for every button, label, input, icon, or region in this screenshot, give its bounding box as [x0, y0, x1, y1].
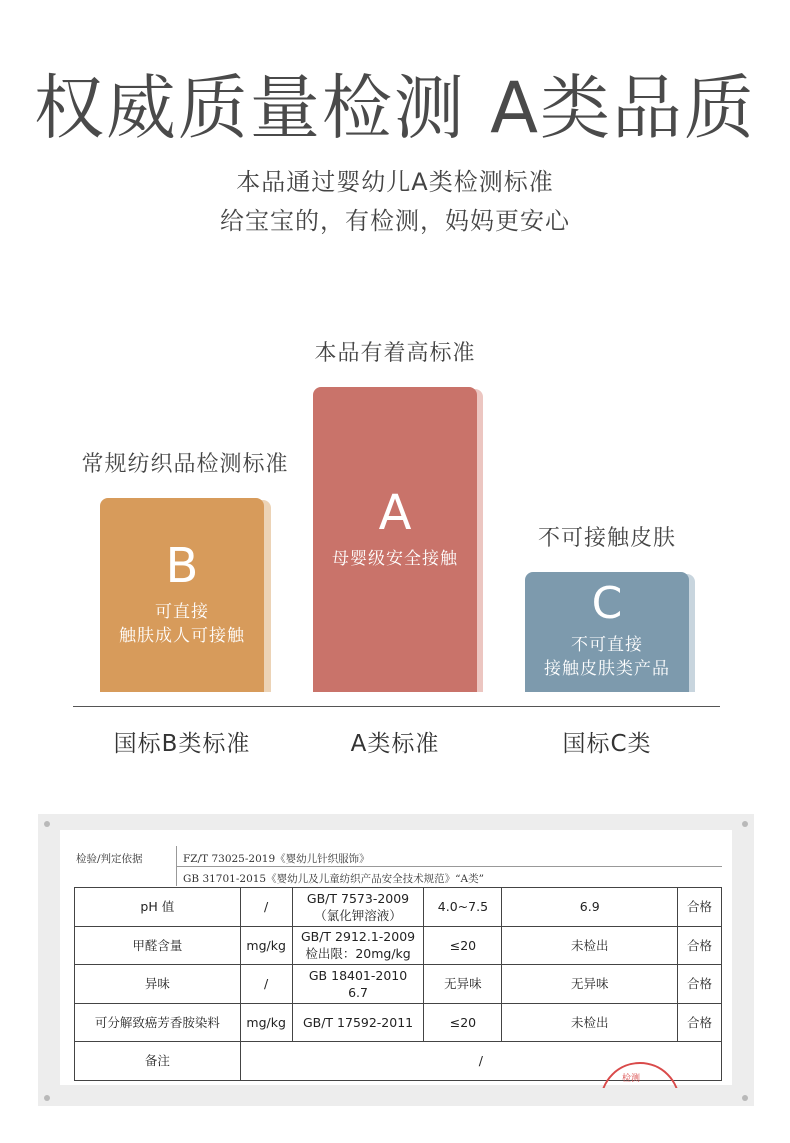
- bar-c: [525, 572, 689, 692]
- table-row: [75, 888, 722, 927]
- subtitle-line-1: 本品通过婴幼儿A类检测标准: [236, 168, 554, 196]
- method-line-2: （氯化钾溶液）: [314, 907, 402, 923]
- bar-a-bottom-label: A类标准: [350, 731, 440, 757]
- item-cell: pH 值: [75, 888, 241, 927]
- bar-b-bottom-label: 国标B类标准: [113, 731, 251, 757]
- method-line-1: GB 18401-2010: [308, 967, 408, 983]
- basis-divider-vertical: [176, 846, 177, 886]
- remark-label-cell: 备注: [75, 1042, 241, 1081]
- item-cell: 可分解致癌芳香胺染料: [75, 1003, 241, 1042]
- bar-c-desc-1: 不可直接: [571, 635, 643, 655]
- subtitle-line-2: 给宝宝的，有检测，妈妈更安心: [220, 207, 570, 235]
- bar-a-top-label: 本品有着高标准: [314, 341, 476, 366]
- method-cell: [292, 888, 424, 927]
- result-cell: 6.9: [502, 888, 678, 927]
- bar-c-letter: C: [591, 578, 623, 629]
- frame-pin-icon: [742, 1095, 748, 1101]
- verdict-cell: 合格: [678, 888, 722, 927]
- method-cell: [292, 926, 424, 965]
- method-line-2: 6.7: [348, 984, 368, 1000]
- basis-divider: [176, 866, 722, 867]
- unit-cell: /: [240, 965, 292, 1004]
- bar-a: [313, 387, 477, 692]
- item-cell: 异味: [75, 965, 241, 1004]
- baseline-divider: [73, 706, 720, 707]
- bar-c-desc-2: 接触皮肤类产品: [544, 659, 670, 679]
- requirement-cell: 无异味: [424, 965, 502, 1004]
- requirement-cell: ≤20: [424, 1003, 502, 1042]
- bar-b: [100, 498, 264, 692]
- method-line-2: 检出限：20mg/kg: [305, 946, 411, 962]
- method-line-1: GB/T 7573-2009: [306, 890, 410, 906]
- method-cell: [292, 1003, 424, 1042]
- method-cell: [292, 965, 424, 1004]
- bar-b-top-label: 常规纺织品检测标准: [81, 452, 289, 477]
- requirement-cell: ≤20: [424, 926, 502, 965]
- stamp-text: 检测: [622, 1074, 641, 1084]
- bar-b-desc-2: 触肤成人可接触: [119, 626, 245, 646]
- frame-pin-icon: [44, 1095, 50, 1101]
- page-title: 权威质量检测 A类品质: [33, 67, 757, 149]
- method-line-1: GB/T 17592-2011: [302, 1014, 414, 1030]
- basis-label: 检验/判定依据: [76, 853, 143, 865]
- method-line-1: GB/T 2912.1-2009: [300, 929, 416, 945]
- bar-c-top-label: 不可接触皮肤: [537, 526, 676, 551]
- frame-pin-icon: [742, 821, 748, 827]
- result-cell: 无异味: [502, 965, 678, 1004]
- unit-cell: mg/kg: [240, 926, 292, 965]
- basis-line-2: GB 31701-2015《婴幼儿及儿童纺织产品安全技术规范》“A类”: [183, 873, 484, 885]
- basis-line-1: FZ/T 73025-2019《婴幼儿针织服饰》: [183, 853, 370, 865]
- result-cell: 未检出: [502, 926, 678, 965]
- bar-b-letter: B: [165, 538, 199, 594]
- verdict-cell: 合格: [678, 926, 722, 965]
- unit-cell: mg/kg: [240, 1003, 292, 1042]
- table-row: [75, 1003, 722, 1042]
- test-results-table: [74, 887, 722, 1081]
- unit-cell: /: [240, 888, 292, 927]
- result-cell: 未检出: [502, 1003, 678, 1042]
- bar-c-bottom-label: 国标C类: [562, 731, 652, 757]
- bar-a-letter: A: [378, 485, 412, 541]
- remark-value-cell: /: [240, 1042, 721, 1081]
- frame-pin-icon: [44, 821, 50, 827]
- table-row: [75, 965, 722, 1004]
- bar-b-desc-1: 可直接: [155, 602, 209, 622]
- verdict-cell: 合格: [678, 1003, 722, 1042]
- red-seal-stamp: [600, 1058, 680, 1088]
- requirement-cell: 4.0~7.5: [424, 888, 502, 927]
- verdict-cell: 合格: [678, 965, 722, 1004]
- bar-a-desc-1: 母婴级安全接触: [332, 549, 458, 569]
- table-row: [75, 926, 722, 965]
- item-cell: 甲醛含量: [75, 926, 241, 965]
